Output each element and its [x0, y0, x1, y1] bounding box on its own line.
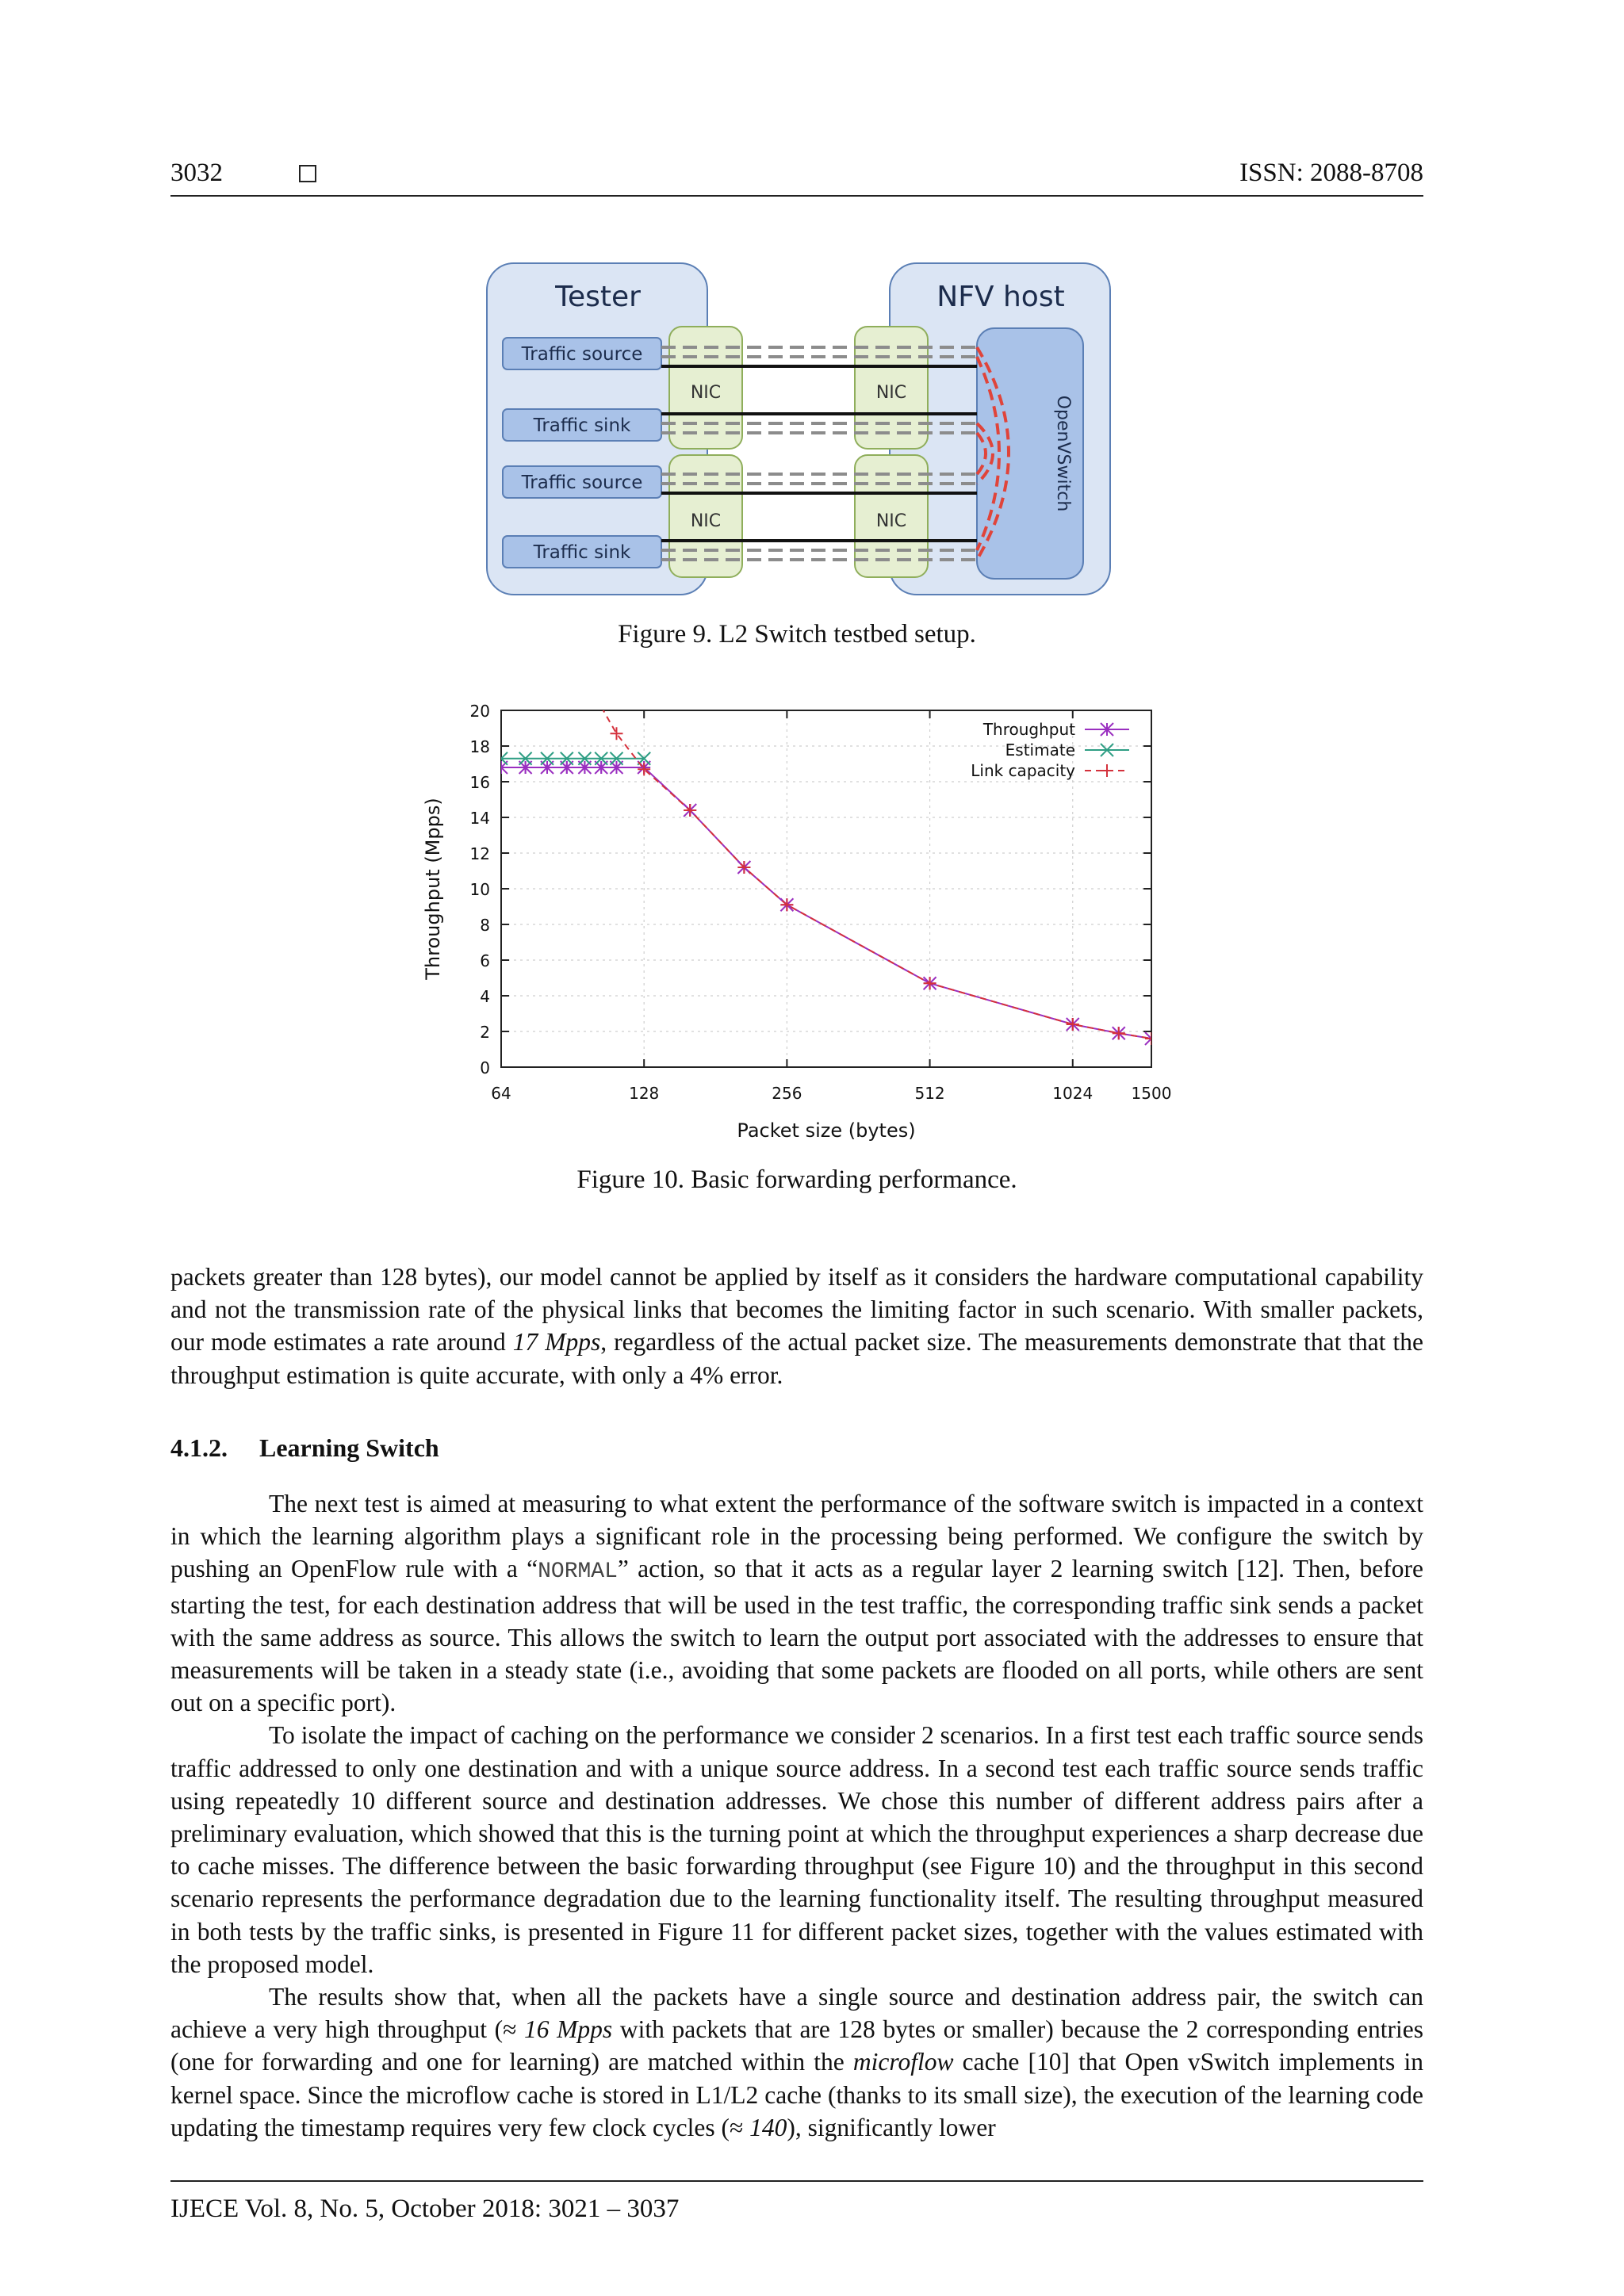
y-tick-label: 0	[480, 1058, 490, 1077]
para-emphasis: 17 Mpps	[512, 1328, 601, 1357]
body-text-main	[170, 1487, 1423, 2144]
chart-legend	[971, 720, 1129, 780]
para-emphasis: 16 Mpps	[524, 2015, 613, 2044]
traffic-sink-2-label: Traffic sink	[533, 542, 631, 563]
issn: ISSN: 2088-8708	[1239, 159, 1423, 187]
y-tick-label: 2	[480, 1023, 490, 1042]
x-tick-label: 128	[629, 1084, 660, 1103]
para-text: cache [10] that Open vSwitch implements in kernel space. Since the microflow cache is stored in L1/L2 cache (thanks to its small size), the execution of the learning code updating the timestamp requires very few clock cycles (≈	[170, 2048, 1423, 2141]
x-axis-label: Packet size (bytes)	[737, 1119, 916, 1142]
legend-marker-throughput	[1101, 723, 1113, 736]
page-number: 3032	[170, 159, 223, 187]
section-heading	[170, 1433, 439, 1463]
y-tick-label: 4	[480, 987, 490, 1006]
paragraph	[170, 1980, 1423, 2144]
legend-marker-link-capacity	[1101, 764, 1113, 777]
y-tick-label: 10	[469, 880, 490, 899]
y-tick-label: 20	[469, 702, 490, 721]
body-text-top	[170, 1261, 1423, 1391]
para-text: packets greater than 128 bytes), our model cannot be applied by itself as it considers the hardware computational capability and not the transmission rate of the physical links that becomes the limiting factor in such scenario. With smaller packets, our mode estimates a rate around	[170, 1263, 1423, 1357]
code-literal: NORMAL	[538, 1559, 618, 1585]
nic-label: NIC	[875, 383, 907, 403]
legend-label: Estimate	[1005, 740, 1075, 760]
section-title: Learning Switch	[259, 1433, 439, 1462]
y-tick-label: 12	[469, 844, 490, 863]
section-number: 4.1.2.	[170, 1433, 228, 1462]
traffic-source-1-label: Traffic source	[521, 344, 643, 365]
legend-label: Link capacity	[971, 761, 1075, 780]
para-text: The next test is aimed at measuring to what extent the performance of the software switch is impacted in a context in which the learning algorithm plays a significant role in the processing being performed. We configure the switch by pushing an OpenFlow rule with a “	[170, 1490, 1423, 1583]
paragraph	[170, 1487, 1423, 1719]
x-tick-label: 64	[491, 1084, 511, 1103]
para-text: with packets that are 128 bytes or smaller) because the 2 corresponding entries (one for forwarding and one for learning) are matched within the	[170, 2015, 1423, 2076]
figure-10-chart	[412, 688, 1182, 1148]
para-emphasis: 140	[749, 2113, 787, 2141]
x-tick-label: 256	[772, 1084, 802, 1103]
tester-label: Tester	[555, 281, 641, 313]
para-text: ” action, so that it acts as a regular layer 2 learning switch [12]. Then, before starting the test, for each destination address that will be used in the test traffic, the corresponding traffic sink sends a packet with the same address as source. This allows the switch to learn the output port associated with the addresses to ensure that measurements will be taken in a steady state (i.e., avoiding that some packets are flooded on all ports, while others are sent out on a specific port).	[170, 1555, 1423, 1717]
y-tick-label: 6	[480, 951, 490, 970]
paragraph	[170, 1261, 1423, 1391]
page-footer: IJECE Vol. 8, No. 5, October 2018: 3021 – 3037	[170, 2180, 1423, 2224]
figure-10-caption: Figure 10. Basic forwarding performance.	[576, 1165, 1017, 1194]
legend-label: Throughput	[982, 720, 1075, 739]
header-square-icon	[299, 165, 316, 182]
y-tick-label: 18	[469, 737, 490, 756]
y-tick-label: 8	[480, 916, 490, 935]
y-axis-label: Throughput (Mpps)	[422, 798, 444, 980]
traffic-sink-1-label: Traffic sink	[533, 415, 631, 436]
para-text: ), significantly lower	[787, 2113, 996, 2141]
y-tick-label: 14	[469, 809, 490, 828]
x-tick-label: 1024	[1052, 1084, 1094, 1103]
y-tick-label: 16	[469, 773, 490, 792]
nic-label: NIC	[690, 511, 722, 531]
x-tick-label: 512	[914, 1084, 945, 1103]
paragraph: To isolate the impact of caching on the performance we consider 2 scenarios. In a first test each traffic source sends traffic addressed to only one destination and with a unique source address. In a second test each traffic source sends traffic using repeatedly 10 different source and destination addresses. We chose this number of different address pairs after a preliminary evaluation, which showed that this is the turning point at which the throughput experiences a sharp decrease due to cache misses. The difference between the basic forwarding throughput (see Figure 10) and the throughput in this second scenario represents the performance degradation due to the learning functionality itself. The resulting throughput measured in both tests by the traffic sinks, is presented in Figure 11 for different packet sizes, together with the values estimated with the proposed model.	[170, 1721, 1423, 1978]
x-tick-label: 1500	[1131, 1084, 1172, 1103]
link-capacity-point	[610, 727, 622, 740]
page-header	[170, 159, 1423, 197]
para-text: The results show that, when all the packets have a single source and destination address pair, the switch can achieve a very high throughput (≈	[170, 1983, 1423, 2044]
throughput-line	[501, 767, 1151, 1039]
figure-9-diagram	[485, 262, 1112, 601]
traffic-source-2-label: Traffic source	[521, 473, 643, 493]
para-text: , regardless of the actual packet size. The measurements demonstrate that that the throughput estimation is quite accurate, with only a 4% error.	[170, 1328, 1423, 1389]
nic-label: NIC	[875, 511, 907, 531]
nfv-host-label: NFV host	[936, 281, 1065, 313]
nic-label: NIC	[690, 383, 722, 403]
openvswitch-label: OpenVSwitch	[1053, 395, 1073, 512]
figure-9-caption: Figure 9. L2 Switch testbed setup.	[618, 620, 976, 649]
para-emphasis: microflow	[852, 2048, 954, 2076]
